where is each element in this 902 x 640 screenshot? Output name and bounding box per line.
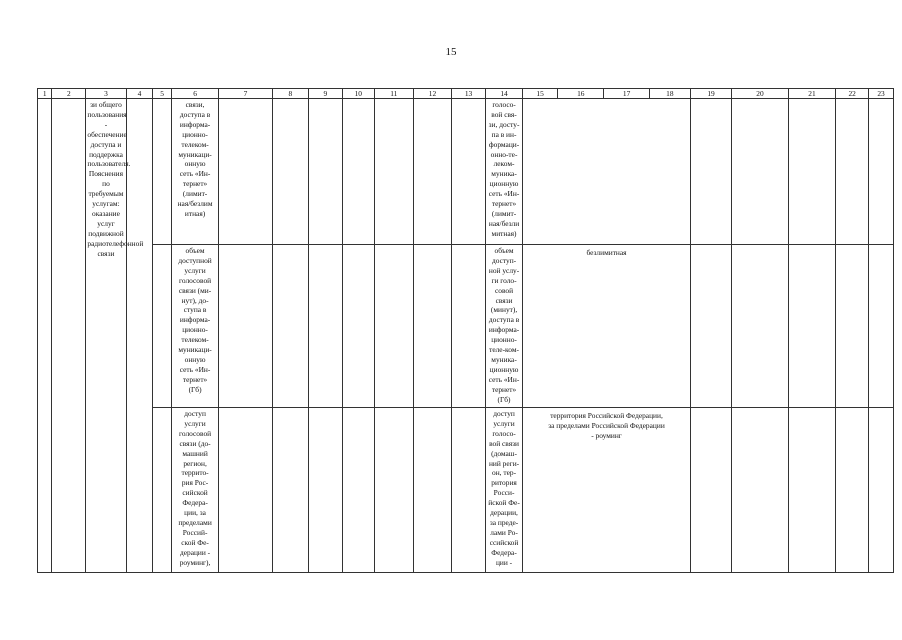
column-number-row [38, 89, 894, 99]
cell-col19 [690, 408, 731, 573]
cell-col7 [219, 408, 273, 573]
cell-col9 [308, 408, 342, 573]
cell-col13 [452, 245, 486, 408]
cell-col20 [732, 245, 789, 408]
cell-col6 [171, 245, 218, 408]
service-description: зи общего пользования - обеспечение доступа и поддержка пользователя. Пояснения по требуемым услугам: оказание услуг подвижной радиотелефонной связи [87, 100, 144, 258]
cell-col7 [219, 99, 273, 245]
table-row [38, 408, 894, 573]
cell-col22 [836, 245, 869, 408]
cell-col5 [153, 99, 172, 245]
column-header: 10 [342, 89, 374, 99]
cell-col8 [272, 245, 308, 408]
table-row [38, 245, 894, 408]
column-header: 16 [558, 89, 604, 99]
cell-col13 [452, 408, 486, 573]
cell-col15-18 [523, 245, 691, 408]
cell-col12 [413, 245, 451, 408]
cell-col9 [308, 245, 342, 408]
cell-col20 [732, 408, 789, 573]
cell-col21 [788, 99, 835, 245]
page-number: 15 [445, 46, 457, 58]
characteristic-value [524, 99, 689, 102]
column-header: 11 [374, 89, 413, 99]
column-header: 18 [649, 89, 690, 99]
cell-col12 [413, 408, 451, 573]
cell-col6 [171, 408, 218, 573]
cell-col1 [38, 99, 52, 573]
column-header: 8 [272, 89, 308, 99]
characteristic-name-14: объем доступ- ной услу- ги голо- совой связи (минут), доступа в информа- ционно- теле-ком- муника- ционную сеть «Ин- тернет» (Гб) [488, 246, 520, 404]
cell-col21 [788, 245, 835, 408]
cell-col10 [342, 99, 374, 245]
column-header: 19 [690, 89, 731, 99]
cell-col22 [836, 408, 869, 573]
column-header: 22 [836, 89, 869, 99]
cell-col14 [486, 245, 523, 408]
cell-col19 [690, 99, 731, 245]
cell-col10 [342, 408, 374, 573]
cell-col22 [836, 99, 869, 245]
characteristic-name: доступ услуги голосовой связи (до- машний регион, террито- рия Рос- сийской Федера- ции, за пределами Россий- ской Фе- дерации - роуминг), [178, 409, 212, 567]
cell-col23 [869, 99, 894, 245]
cell-col15-18 [523, 99, 691, 245]
column-header: 20 [732, 89, 789, 99]
column-header: 9 [308, 89, 342, 99]
cell-col7 [219, 245, 273, 408]
cell-col6 [171, 99, 218, 245]
column-header: 7 [219, 89, 273, 99]
cell-col21 [788, 408, 835, 573]
cell-col4 [126, 99, 153, 573]
cell-col23 [869, 245, 894, 408]
column-header: 15 [523, 89, 558, 99]
column-header: 6 [171, 89, 218, 99]
cell-col20 [732, 99, 789, 245]
cell-col14 [486, 99, 523, 245]
cell-col12 [413, 99, 451, 245]
cell-col8 [272, 99, 308, 245]
characteristic-value: территория Российской Федерации, за пределами Российской Федерации - роуминг [548, 411, 665, 440]
characteristic-name: связи, доступа в информа- ционно- телеком- муникаци- онную сеть «Ин- тернет» (лимит- ная/безлим итная) [177, 100, 213, 218]
cell-col13 [452, 99, 486, 245]
cell-col3 [86, 99, 144, 573]
column-header: 1 [38, 89, 52, 99]
cell-col5 [153, 245, 172, 408]
cell-col19 [690, 245, 731, 408]
cell-col11 [374, 408, 413, 573]
column-header: 17 [604, 89, 649, 99]
column-header: 3 [86, 89, 126, 99]
column-header: 13 [452, 89, 486, 99]
cell-col2 [52, 99, 86, 573]
column-header: 4 [126, 89, 153, 99]
column-header: 2 [52, 89, 86, 99]
characteristic-value: безлимитная [586, 248, 627, 257]
cell-col15-18 [523, 408, 691, 573]
cell-col14 [486, 408, 523, 573]
column-header: 12 [413, 89, 451, 99]
column-header: 21 [788, 89, 835, 99]
cell-col10 [342, 245, 374, 408]
characteristic-name-14: доступ услуги голосо- вой связи (домаш- ний реги- он, тер- ритория Росси- йской Фе- дерации, за преде- лами Ро- ссийской Федера- ции - [488, 409, 520, 567]
column-header: 5 [153, 89, 172, 99]
table-row [38, 99, 894, 245]
cell-col5 [153, 408, 172, 573]
cell-col11 [374, 245, 413, 408]
cell-col11 [374, 99, 413, 245]
characteristic-name: объем доступной услуги голосовой связи (ми- нут), до- ступа в информа- ционно- телеком- муникаци- онную сеть «Ин- тернет» (Гб) [178, 246, 212, 394]
column-header: 23 [869, 89, 894, 99]
cell-col23 [869, 408, 894, 573]
cell-col8 [272, 408, 308, 573]
characteristic-name-14: голосо- вой свя- зи, досту- па в ин- формаци- онно-те- леком- муника- ционную сеть «Ин- тернет» (лимит- ная/безли митная) [488, 100, 520, 238]
column-header: 14 [486, 89, 523, 99]
cell-col9 [308, 99, 342, 245]
procurement-table [37, 88, 894, 573]
